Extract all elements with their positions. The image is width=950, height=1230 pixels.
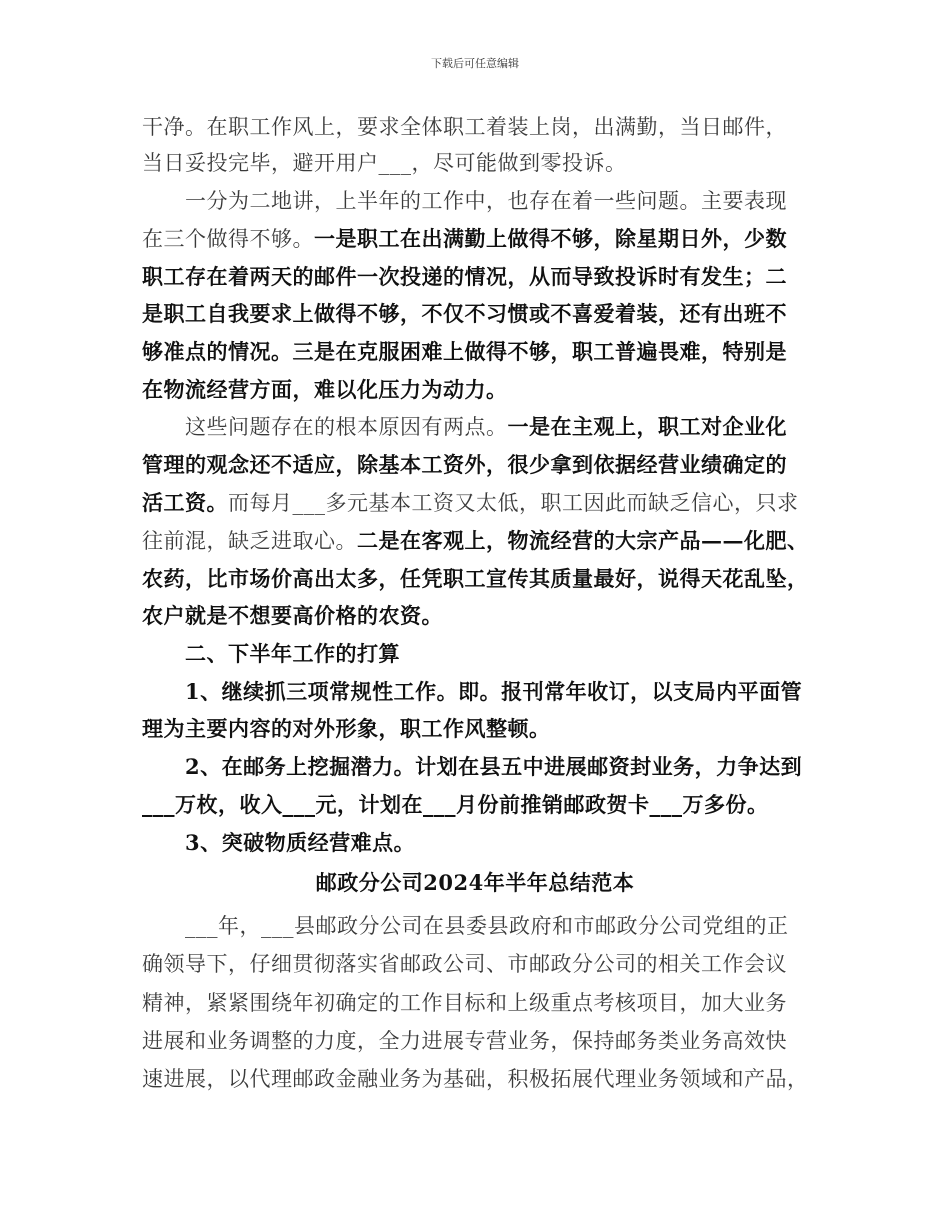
paragraph-line — [142, 226, 814, 252]
paragraph-line — [142, 528, 814, 554]
paragraph-line — [142, 679, 814, 705]
paragraph-line — [142, 490, 814, 516]
paragraph-line — [142, 566, 814, 592]
text-segment: 是职工自我要求上做得不够，不仅不习惯或不喜爱着装，还有出班不 — [142, 301, 787, 326]
text-segment: 三是在克服困难上做得不够，职工普遍畏难，特别是 — [292, 339, 787, 364]
text-segment: 精神，紧紧围绕年初确定的工作目标和上级重点考核项目，加大业务 — [142, 991, 787, 1015]
text-segment: 在物流经营方面，难以化压力为动力。 — [142, 377, 508, 402]
text-segment: 邮政分公司2024年半年总结范本 — [315, 870, 635, 895]
text-segment: 速进展，以代理邮政金融业务为基础，积极拓展代理业务领域和产品， — [142, 1067, 809, 1091]
text-segment: 农药，比市场价高出太多，任凭职工宣传其质量最好，说得天花乱坠， — [142, 566, 809, 591]
text-segment: 理为主要内容的对外形象，职工作风整顿。 — [142, 716, 551, 741]
paragraph-line — [142, 301, 814, 327]
text-segment: 职工存在着两天的邮件一次投递的情况，从而导致投诉时有发生；二 — [142, 264, 787, 289]
paragraph-line — [142, 377, 814, 403]
text-segment: 确领导下，仔细贯彻落实省邮政公司、市邮政分公司的相关工作会议 — [142, 952, 787, 976]
text-segment: 这些问题存在的根本原因有两点。 — [142, 415, 508, 439]
paragraph-line — [142, 603, 814, 629]
paragraph-line — [142, 951, 814, 977]
text-segment: 3、突破物质经营难点。 — [142, 830, 416, 855]
text-segment: 一是职工在出满勤上做得不够，除星期日外，少数 — [314, 226, 787, 251]
paragraph-line — [142, 641, 814, 667]
paragraph-line — [142, 114, 814, 140]
paragraph-line — [142, 913, 814, 939]
text-segment: 够准点的情况。 — [142, 339, 293, 364]
paragraph-line — [142, 990, 814, 1016]
text-segment: 二、下半年工作的打算 — [142, 641, 400, 666]
paragraph-line — [142, 1028, 814, 1054]
text-segment: 一是在主观上，职工对企业化 — [507, 414, 787, 439]
paragraph-line — [142, 830, 814, 856]
paragraph-line — [142, 339, 814, 365]
page-header-note: 下载后可任意编辑 — [431, 57, 519, 70]
text-segment: 2、在邮务上挖掘潜力。计划在县五中进展邮资封业务，力争达到 — [142, 754, 803, 779]
paragraph-line — [142, 754, 814, 780]
paragraph-line — [142, 792, 814, 818]
text-segment: 而每月___多元基本工资又太低，职工因此而缺乏信心，只求 — [228, 491, 799, 515]
text-segment: 管理的观念还不适应，除基本工资外，很少拿到依据经营业绩确定的 — [142, 452, 787, 477]
text-segment: 活工资。 — [142, 490, 228, 515]
paragraph-line — [142, 150, 814, 176]
paragraph-line — [142, 452, 814, 478]
text-segment: ___万枚，收入___元，计划在___月份前推销邮政贺卡___万多份。 — [142, 792, 769, 817]
text-segment: 往前混，缺乏进取心。 — [142, 529, 357, 553]
text-segment: 在三个做得不够。 — [142, 227, 314, 251]
text-segment: 干净。在职工作风上，要求全体职工着装上岗，出满勤，当日邮件， — [142, 115, 787, 139]
section-title — [0, 870, 950, 896]
paragraph-line — [142, 1066, 814, 1092]
text-segment: 二是在客观上，物流经营的大宗产品——化肥、 — [357, 528, 809, 553]
paragraph-line — [142, 188, 814, 214]
text-segment: 农户就是不想要高价格的农资。 — [142, 603, 443, 628]
paragraph-line — [142, 716, 814, 742]
text-segment: ___年，___县邮政分公司在县委县政府和市邮政分公司党组的正 — [142, 914, 789, 938]
text-segment: 1、继续抓三项常规性工作。即。报刊常年收订，以支局内平面管 — [142, 679, 803, 704]
text-segment: 进展和业务调整的力度，全力进展专营业务，保持邮务类业务高效快 — [142, 1029, 787, 1053]
paragraph-line — [142, 264, 814, 290]
paragraph-line — [142, 414, 814, 440]
text-segment: 当日妥投完毕，避开用户___，尽可能做到零投诉。 — [142, 151, 627, 175]
text-segment: 一分为二地讲，上半年的工作中，也存在着一些问题。主要表现 — [142, 189, 787, 213]
